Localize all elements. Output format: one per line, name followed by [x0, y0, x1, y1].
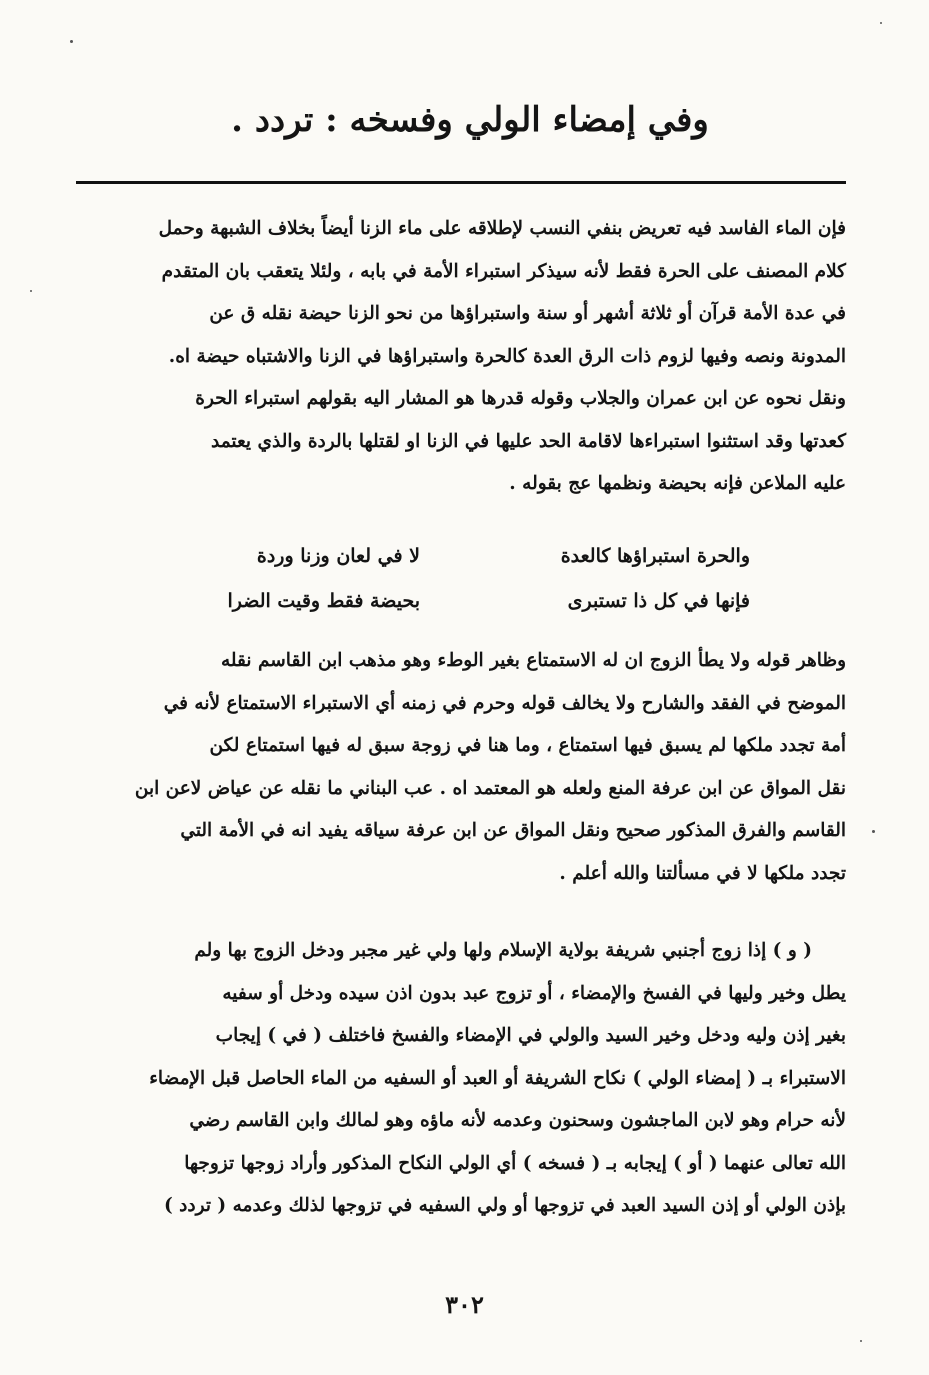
- verse-line: [150, 545, 750, 579]
- text-line: الله تعالى عنهما ( أو ) إيجابه بـ ( فسخه ) أي الولي النكاح المذكور وأراد زوجها تزوجها: [184, 1152, 846, 1174]
- text-line: عليه الملاعن فإنه بحيضة ونظمها عج بقوله .: [509, 473, 846, 494]
- scan-speck: [872, 830, 875, 833]
- paragraph-2: [76, 640, 846, 895]
- text-line: نقل المواق عن ابن عرفة المنع ولعله هو المعتمد اه . عب البناني ما نقله عن عياض لاعن ابن: [134, 777, 846, 799]
- text-line: كلام المصنف على الحرة فقط لأنه سيذكر استبراء الأمة في بابه ، ولئلا يتعقب بان المتقدم: [161, 260, 846, 282]
- verse-second-hemistich: لا في لعان وزنا وردة: [256, 545, 420, 567]
- verse-second-hemistich: بحيضة فقط وقيت الضرا: [227, 590, 420, 612]
- text-line: كعدتها وقد استثنوا استبراءها لاقامة الحد عليها في الزنا او لقتلها بالردة والذي يعتمد: [211, 430, 846, 452]
- text-line: الموضح في الفقد والشارح ولا يخالف قوله وحرم في زمنه أي الاستبراء الاستمتاع لأنه في: [163, 692, 846, 714]
- text-line: أمة تجدد ملكها لم يسبق فيها استمتاع ، وما هنا في زوجة سبق له فيها استمتاع لكن: [209, 735, 846, 756]
- paragraph-1: [76, 208, 846, 506]
- scan-speck: [30, 290, 32, 292]
- text-line: بغير إذن وليه ودخل وخير السيد والولي في الإمضاء والفسخ فاختلف ( في ) إيجاب: [215, 1025, 846, 1046]
- text-line: وظاهر قوله ولا يطأ الزوج ان له الاستمتاع بغير الوطء وهو مذهب ابن القاسم نقله: [221, 650, 846, 671]
- text-line: يطل وخير وليها في الفسخ والإمضاء ، أو تزوج عبد بدون اذن سيده ودخل أو سفيه: [222, 982, 846, 1004]
- text-line: القاسم والفرق المذكور صحيح ونقل المواق عن ابن عرفة سياقه يفيد انه في الأمة التي: [180, 820, 846, 841]
- verse-first-hemistich: فإنها في كل ذا تستبرى: [567, 590, 750, 612]
- verse-line: [150, 590, 750, 624]
- header-rule: [76, 181, 846, 184]
- text-line: لأنه حرام وهو لابن الماجشون وسحنون وعدمه لأنه ماؤه وهو لمالك وابن القاسم رضي: [189, 1110, 846, 1131]
- text-line: فإن الماء الفاسد فيه تعريض بنفي النسب لإطلاقه على ماء الزنا أيضاً بخلاف الشبهة وحمل: [158, 218, 846, 239]
- verse-first-hemistich: والحرة استبراؤها كالعدة: [560, 545, 750, 567]
- text-line: بإذن الولي أو إذن السيد العبد في تزوجها أو ولي السفيه في تزوجها لذلك وعدمه ( تردد ): [163, 1195, 846, 1216]
- paragraph-3: [76, 930, 846, 1228]
- text-line: الاستبراء بـ ( إمضاء الولي ) نكاح الشريفة أو العبد أو السفيه من الماء الحاصل قبل الإمضاء: [149, 1067, 846, 1089]
- page-heading: وفي إمضاء الولي وفسخه : تردد .: [231, 100, 709, 140]
- text-line: ( و ) إذا زوج أجنبي شريفة بولاية الإسلام ولها ولي غير مجبر ودخل الزوج بها ولم: [194, 940, 812, 961]
- text-line: المدونة ونصه وفيها لزوم ذات الرق العدة كالحرة واستبراؤها في الزنا والاشتباه حيضة اه.: [168, 345, 846, 367]
- scan-speck: [860, 1340, 862, 1342]
- page-number: ٣٠٢: [445, 1290, 484, 1319]
- scan-speck: [70, 40, 73, 43]
- text-line: ونقل نحوه عن ابن عمران والجلاب وقوله قدرها هو المشار اليه بقولهم استبراء الحرة: [195, 388, 846, 409]
- scan-speck: [880, 22, 882, 24]
- text-line: تجدد ملكها لا في مسألتنا والله أعلم .: [559, 862, 846, 884]
- text-line: في عدة الأمة قرآن أو ثلاثة أشهر أو سنة واستبراؤها من نحو الزنا حيضة نقله ق عن: [209, 303, 846, 324]
